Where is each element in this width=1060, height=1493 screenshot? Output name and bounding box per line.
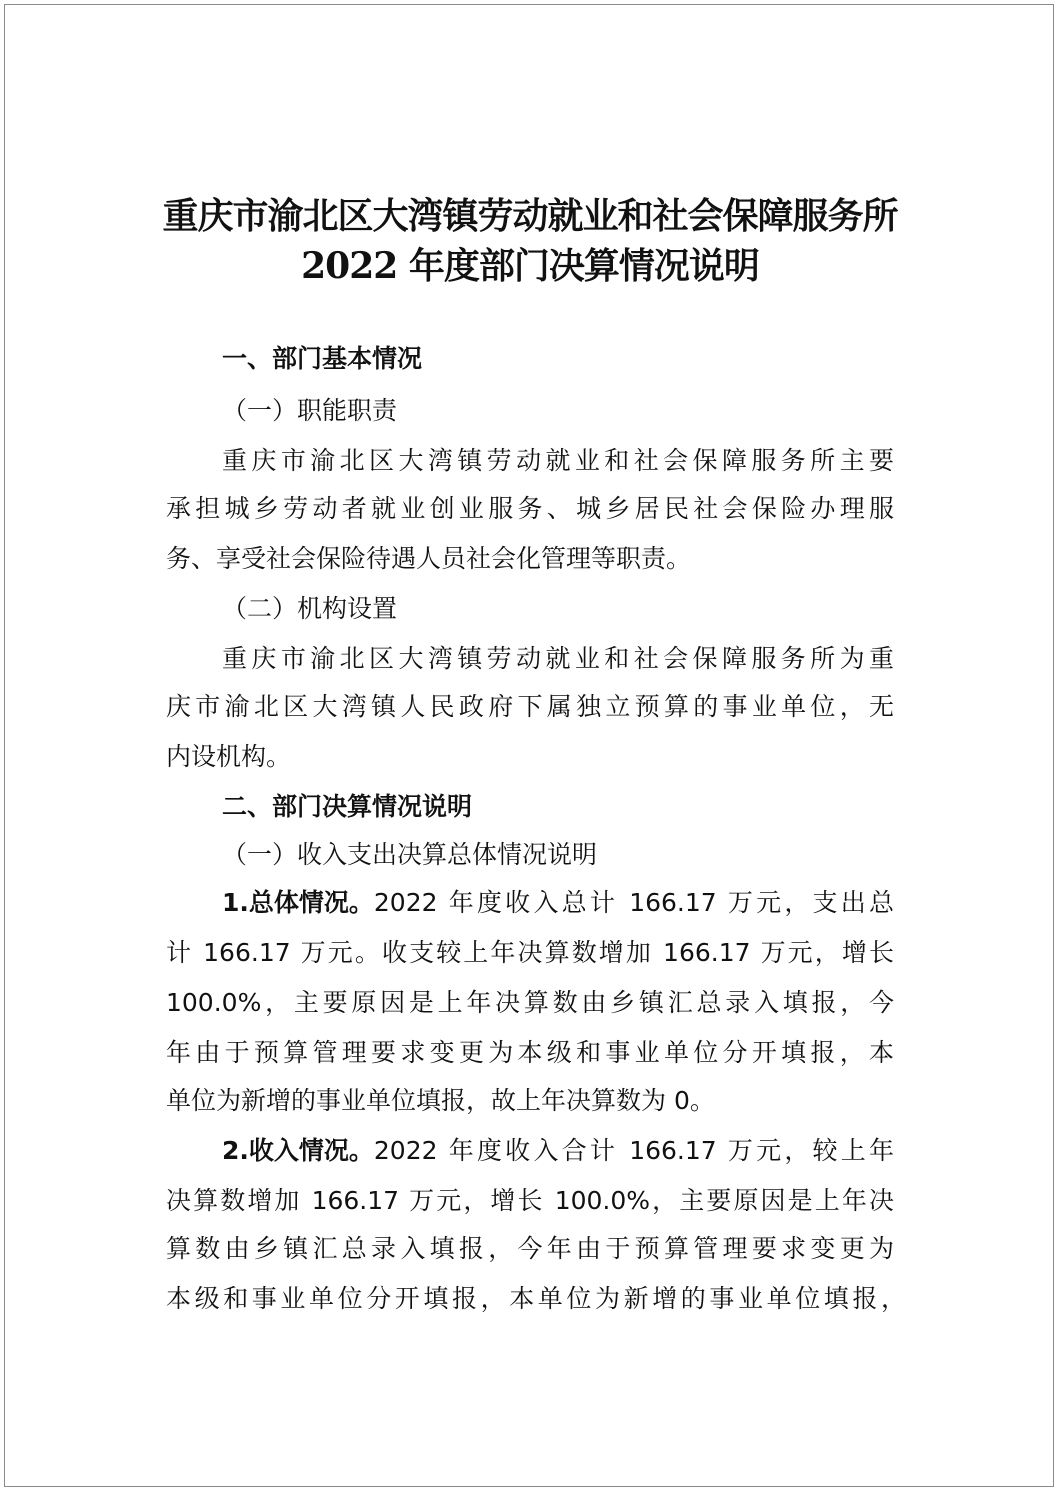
- subsection-heading-income-expense: （一）收入支出决算总体情况说明: [222, 840, 598, 869]
- paragraph-first-line: [222, 1134, 894, 1168]
- paragraph-first-line: [222, 886, 894, 920]
- paragraph-line: 本级和事业单位分开填报，本单位为新增的事业单位填报，: [166, 1284, 906, 1313]
- document-title-line1: 重庆市渝北区大湾镇劳动就业和社会保障服务所: [162, 195, 898, 237]
- paragraph-line: 2022 年度收入总计 166.17 万元，支出总: [373, 888, 894, 917]
- section-heading-final-accounts: 二、部门决算情况说明: [222, 792, 473, 821]
- paragraph-line: 年由于预算管理要求变更为本级和事业单位分开填报，本: [166, 1038, 894, 1067]
- paragraph-line: 重庆市渝北区大湾镇劳动就业和社会保障服务所为重: [222, 644, 894, 673]
- paragraph-line: 庆市渝北区大湾镇人民政府下属独立预算的事业单位，无: [166, 692, 894, 721]
- subsection-heading-duties: （一）职能职责: [222, 396, 398, 425]
- document-title-line2: 2022 年度部门决算情况说明: [301, 245, 759, 287]
- paragraph-line: 内设机构。: [166, 742, 292, 771]
- paragraph-lead: 2.收入情况。: [222, 1136, 374, 1165]
- paragraph-line: 算数由乡镇汇总录入填报，今年由于预算管理要求变更为: [166, 1234, 894, 1263]
- paragraph-line: 计 166.17 万元。收支较上年决算数增加 166.17 万元，增长: [166, 938, 894, 967]
- paragraph-lead: 1.总体情况。: [222, 888, 374, 917]
- paragraph-line: 承担城乡劳动者就业创业服务、城乡居民社会保险办理服: [166, 494, 894, 523]
- paragraph-line: 重庆市渝北区大湾镇劳动就业和社会保障服务所主要: [222, 446, 894, 475]
- paragraph-line: 2022 年度收入合计 166.17 万元，较上年: [373, 1136, 894, 1165]
- section-heading-basic-info: 一、部门基本情况: [222, 344, 423, 373]
- paragraph-line: 100.0%，主要原因是上年决算数由乡镇汇总录入填报，今: [166, 988, 894, 1017]
- paragraph-line: 决算数增加 166.17 万元，增长 100.0%，主要原因是上年决: [166, 1186, 894, 1215]
- paragraph-line: 务、享受社会保险待遇人员社会化管理等职责。: [166, 544, 692, 573]
- paragraph-line: 单位为新增的事业单位填报，故上年决算数为 0。: [166, 1086, 715, 1115]
- subsection-heading-organization: （二）机构设置: [222, 594, 398, 623]
